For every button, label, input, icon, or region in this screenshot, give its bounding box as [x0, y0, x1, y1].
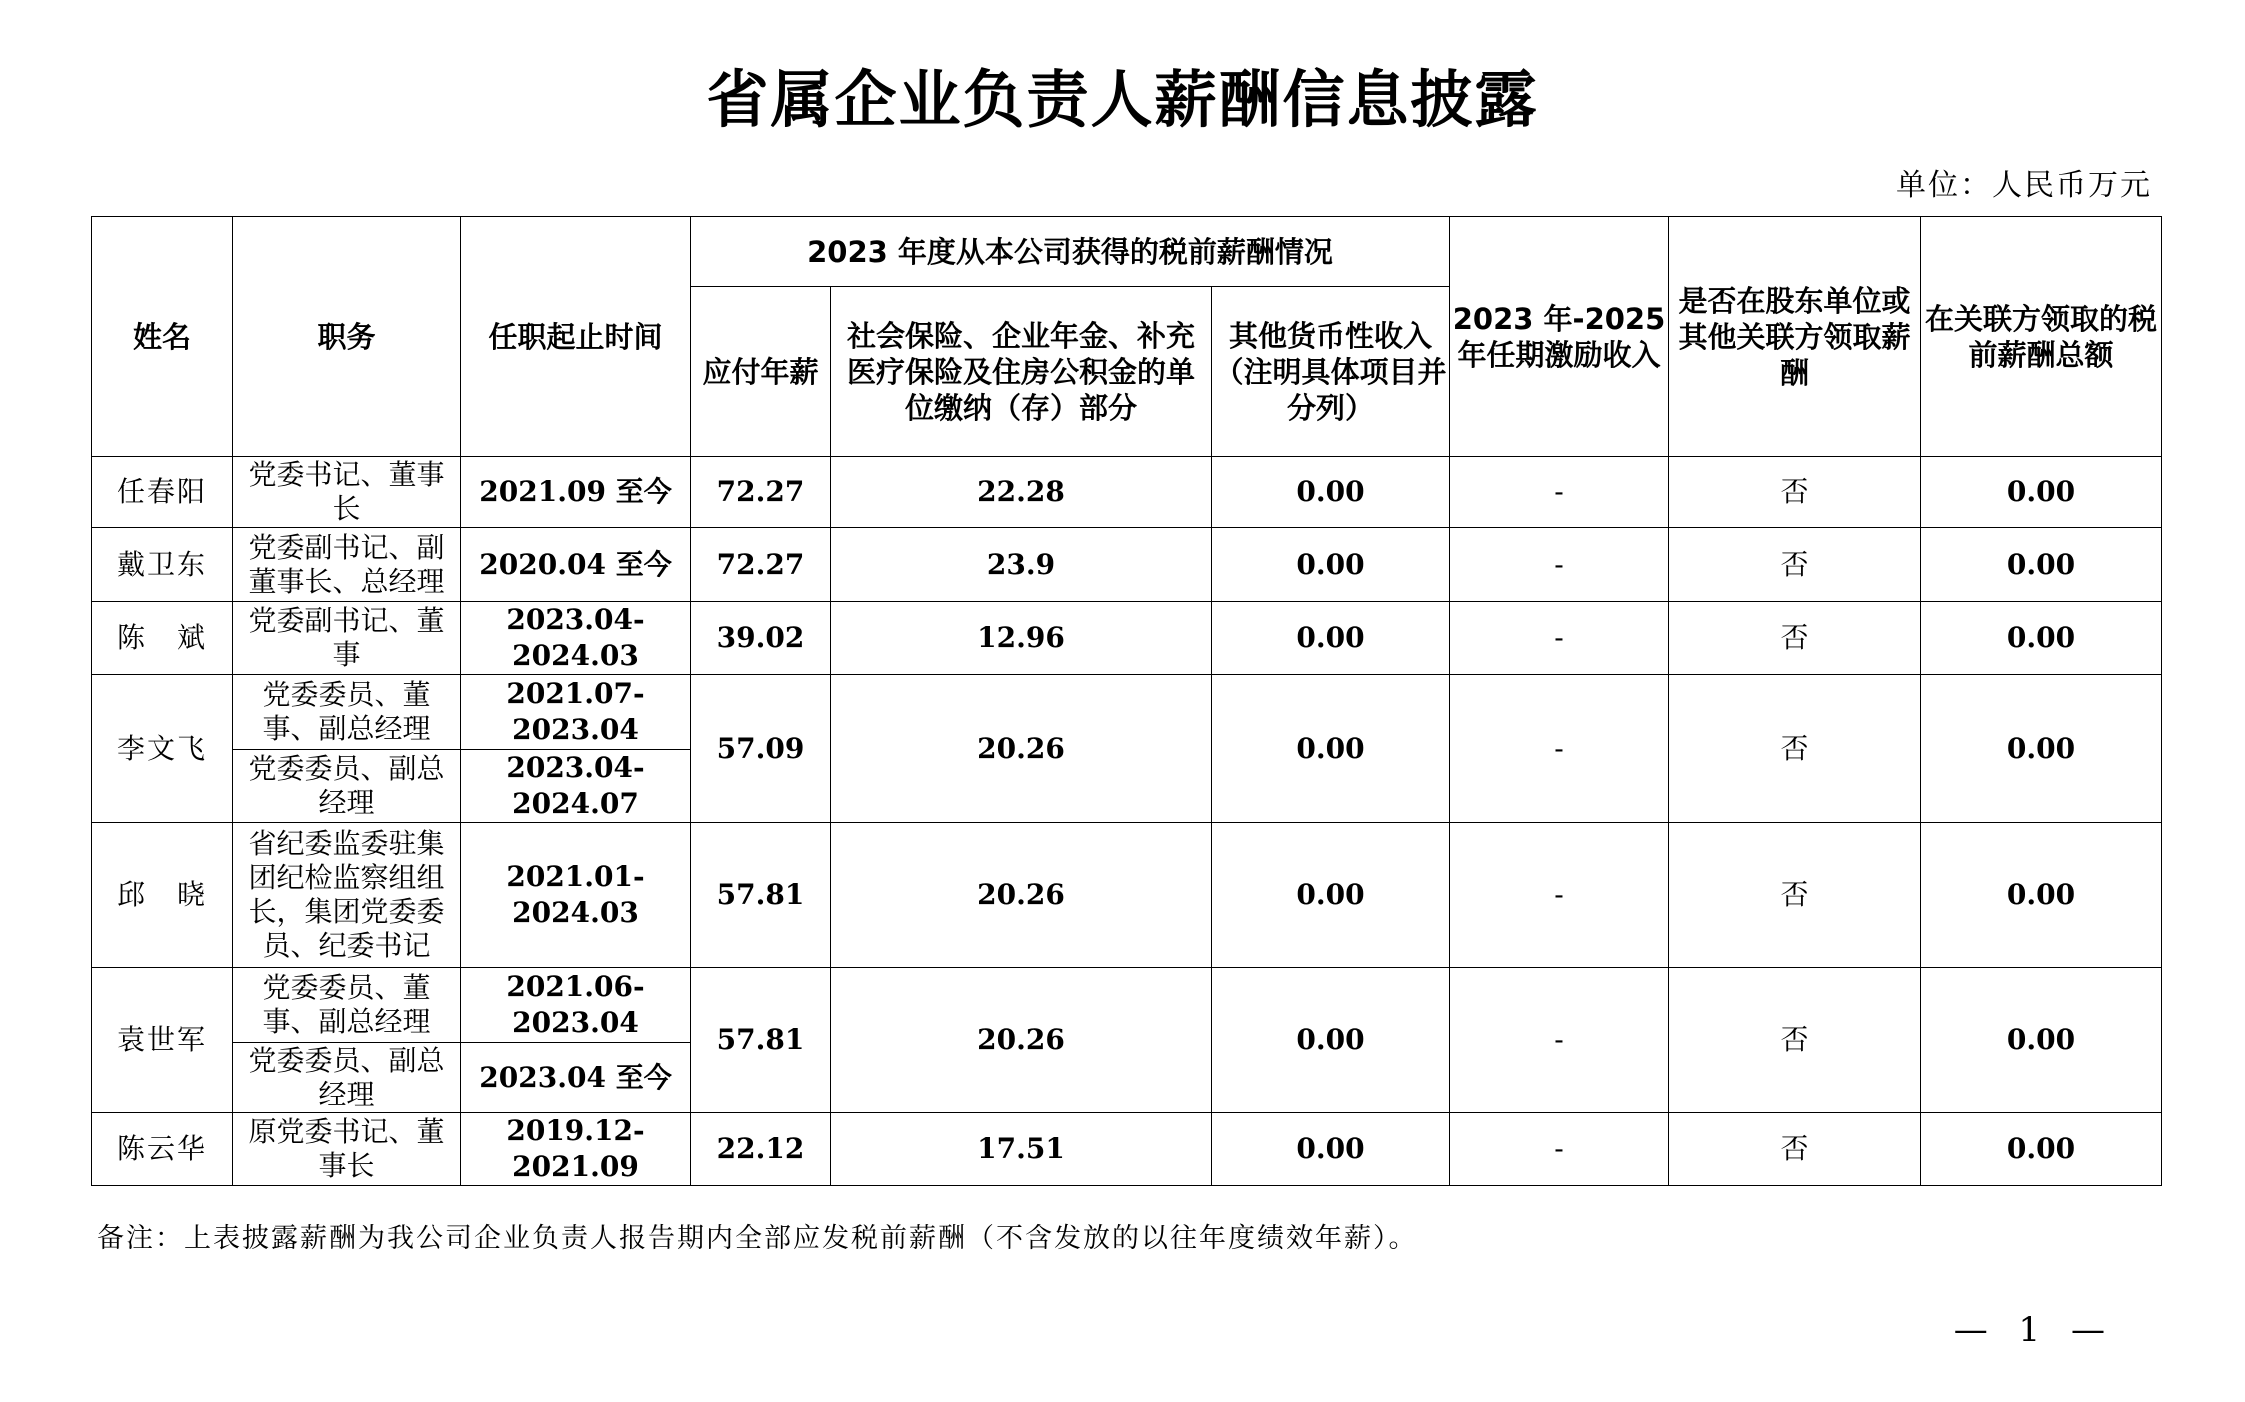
header-term: 任职起止时间 [461, 217, 691, 457]
cell-name: 邱 晓 [92, 823, 233, 968]
cell-social-insurance: 22.28 [831, 457, 1212, 528]
table-row [92, 823, 2162, 968]
header-row-1 [92, 217, 2162, 287]
cell-term-secondary: 2023.04-2024.07 [461, 750, 691, 823]
cell-related-party-flag: 否 [1669, 823, 1921, 968]
cell-position: 党委委员、董事、副总经理 [233, 675, 461, 750]
cell-annual-pay: 22.12 [691, 1113, 831, 1186]
cell-annual-pay: 57.81 [691, 968, 831, 1113]
table-row [92, 528, 2162, 602]
cell-social-insurance: 17.51 [831, 1113, 1212, 1186]
cell-related-party-total: 0.00 [1921, 457, 2162, 528]
cell-related-party-flag: 否 [1669, 968, 1921, 1113]
salary-table [91, 216, 2162, 1186]
cell-annual-pay: 57.81 [691, 823, 831, 968]
table-row [92, 675, 2162, 750]
cell-related-party-flag: 否 [1669, 675, 1921, 823]
cell-term: 2023.04-2024.03 [461, 602, 691, 675]
cell-other-income: 0.00 [1212, 528, 1450, 602]
cell-term-secondary: 2023.04 至今 [461, 1043, 691, 1113]
cell-related-party-flag: 否 [1669, 457, 1921, 528]
header-incentive: 2023 年-2025 年任期激励收入 [1450, 217, 1669, 457]
cell-term: 2021.06-2023.04 [461, 968, 691, 1043]
footnote: 备注：上表披露薪酬为我公司企业负责人报告期内全部应发税前薪酬（不含发放的以往年度绩效年薪）。 [97, 1223, 1418, 1254]
cell-incentive: - [1450, 968, 1669, 1113]
cell-position: 党委副书记、董事 [233, 602, 461, 675]
cell-position: 党委副书记、副董事长、总经理 [233, 528, 461, 602]
cell-social-insurance: 20.26 [831, 823, 1212, 968]
header-name: 姓名 [92, 217, 233, 457]
cell-position: 党委书记、董事长 [233, 457, 461, 528]
cell-name: 任春阳 [92, 457, 233, 528]
table-row [92, 968, 2162, 1043]
cell-related-party-total: 0.00 [1921, 968, 2162, 1113]
cell-related-party-total: 0.00 [1921, 602, 2162, 675]
table-row [92, 457, 2162, 528]
page-title: 省属企业负责人薪酬信息披露 [706, 63, 1539, 136]
cell-annual-pay: 72.27 [691, 528, 831, 602]
cell-social-insurance: 12.96 [831, 602, 1212, 675]
cell-position: 省纪委监委驻集团纪检监察组组长，集团党委委员、纪委书记 [233, 823, 461, 968]
cell-related-party-flag: 否 [1669, 528, 1921, 602]
cell-position: 党委委员、董事、副总经理 [233, 968, 461, 1043]
cell-incentive: - [1450, 528, 1669, 602]
header-annual-pay: 应付年薪 [691, 287, 831, 457]
cell-incentive: - [1450, 602, 1669, 675]
cell-related-party-flag: 否 [1669, 1113, 1921, 1186]
cell-term: 2020.04 至今 [461, 528, 691, 602]
cell-annual-pay: 57.09 [691, 675, 831, 823]
cell-position-secondary: 党委委员、副总经理 [233, 1043, 461, 1113]
cell-term: 2021.09 至今 [461, 457, 691, 528]
cell-other-income: 0.00 [1212, 1113, 1450, 1186]
cell-related-party-total: 0.00 [1921, 1113, 2162, 1186]
cell-incentive: - [1450, 675, 1669, 823]
header-related-party-flag: 是否在股东单位或其他关联方领取薪酬 [1669, 217, 1921, 457]
header-social-insurance: 社会保险、企业年金、补充医疗保险及住房公积金的单位缴纳（存）部分 [831, 287, 1212, 457]
table-row [92, 1113, 2162, 1186]
cell-social-insurance: 23.9 [831, 528, 1212, 602]
cell-name: 陈云华 [92, 1113, 233, 1186]
cell-related-party-total: 0.00 [1921, 528, 2162, 602]
cell-social-insurance: 20.26 [831, 968, 1212, 1113]
header-other-income: 其他货币性收入（注明具体项目并分列） [1212, 287, 1450, 457]
header-related-party-total: 在关联方领取的税前薪酬总额 [1921, 217, 2162, 457]
cell-social-insurance: 20.26 [831, 675, 1212, 823]
cell-related-party-flag: 否 [1669, 602, 1921, 675]
cell-incentive: - [1450, 457, 1669, 528]
cell-position-secondary: 党委委员、副总经理 [233, 750, 461, 823]
cell-other-income: 0.00 [1212, 823, 1450, 968]
page-number: — 1 — [1953, 1310, 2115, 1350]
cell-other-income: 0.00 [1212, 457, 1450, 528]
cell-annual-pay: 39.02 [691, 602, 831, 675]
cell-incentive: - [1450, 1113, 1669, 1186]
table-row [92, 602, 2162, 675]
cell-other-income: 0.00 [1212, 968, 1450, 1113]
header-pay-group: 2023 年度从本公司获得的税前薪酬情况 [691, 217, 1450, 287]
cell-name: 陈 斌 [92, 602, 233, 675]
cell-term: 2021.07-2023.04 [461, 675, 691, 750]
cell-name: 李文飞 [92, 675, 233, 823]
cell-annual-pay: 72.27 [691, 457, 831, 528]
cell-position: 原党委书记、董事长 [233, 1113, 461, 1186]
cell-other-income: 0.00 [1212, 602, 1450, 675]
cell-term: 2021.01-2024.03 [461, 823, 691, 968]
cell-related-party-total: 0.00 [1921, 675, 2162, 823]
header-position: 职务 [233, 217, 461, 457]
cell-term: 2019.12-2021.09 [461, 1113, 691, 1186]
cell-name: 袁世军 [92, 968, 233, 1113]
cell-name: 戴卫东 [92, 528, 233, 602]
cell-other-income: 0.00 [1212, 675, 1450, 823]
cell-incentive: - [1450, 823, 1669, 968]
currency-unit: 单位：人民币万元 [1896, 168, 2152, 203]
cell-related-party-total: 0.00 [1921, 823, 2162, 968]
